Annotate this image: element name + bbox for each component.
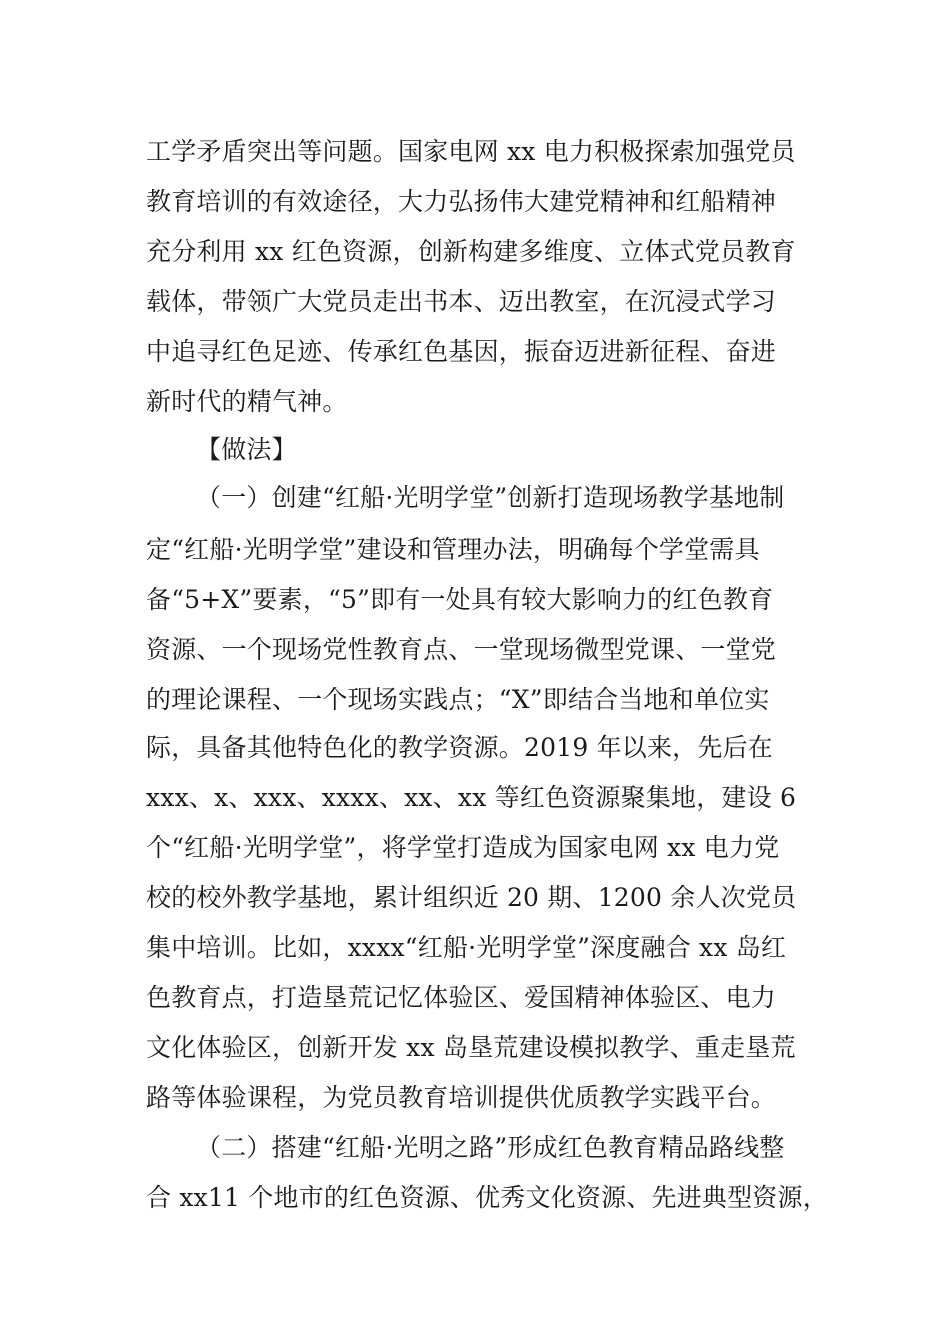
paragraph-line: 中追寻红色足迹、传承红色基因，振奋迈进新征程、奋进 [146, 337, 777, 366]
paragraph-line: xxx、x、xxx、xxxx、xx、xx 等红色资源聚集地，建设 6 [146, 783, 797, 812]
paragraph-line: 合 xx11 个地市的红色资源、优秀文化资源、先进典型资源， [146, 1183, 828, 1212]
paragraph-line: 新时代的精气神。 [146, 387, 348, 416]
paragraph-line: 工学矛盾突出等问题。国家电网 xx 电力积极探索加强党员 [146, 137, 796, 166]
paragraph-line: 教育培训的有效途径，大力弘扬伟大建党精神和红船精神 [146, 187, 777, 216]
paragraph-line: 资源、一个现场党性教育点、一堂现场微型党课、一堂党 [146, 635, 777, 664]
subsection-heading: （一）创建“红船·光明学堂”创新打造现场教学基地制 [196, 483, 785, 512]
paragraph-line: 充分利用 xx 红色资源，创新构建多维度、立体式党员教育 [146, 237, 796, 266]
paragraph-line: 文化体验区，创新开发 xx 岛垦荒建设模拟教学、重走垦荒 [146, 1033, 796, 1062]
section-heading: 【做法】 [196, 435, 297, 464]
paragraph-line: 校的校外教学基地，累计组织近 20 期、1200 余人次党员 [146, 883, 797, 912]
paragraph-line: 色教育点，打造垦荒记忆体验区、爱国精神体验区、电力 [146, 983, 777, 1012]
subsection-heading: （二）搭建“红船·光明之路”形成红色教育精品路线整 [196, 1133, 785, 1162]
paragraph-line: 际，具备其他特色化的教学资源。2019 年以来，先后在 [146, 733, 773, 762]
paragraph-line: 载体，带领广大党员走出书本、迈出教室，在沉浸式学习 [146, 287, 777, 316]
paragraph-line: 定“红船·光明学堂”建设和管理办法，明确每个学堂需具 [146, 535, 760, 564]
paragraph-line: 个“红船·光明学堂”，将学堂打造成为国家电网 xx 电力党 [146, 833, 780, 862]
paragraph-line: 集中培训。比如，xxxx“红船·光明学堂”深度融合 xx 岛红 [146, 933, 787, 962]
paragraph-line: 的理论课程、一个现场实践点；“X”即结合当地和单位实 [146, 685, 770, 714]
paragraph-line: 路等体验课程，为党员教育培训提供优质教学实践平台。 [146, 1083, 777, 1112]
paragraph-line: 备“5+X”要素，“5”即有一处具有较大影响力的红色教育 [146, 585, 774, 614]
